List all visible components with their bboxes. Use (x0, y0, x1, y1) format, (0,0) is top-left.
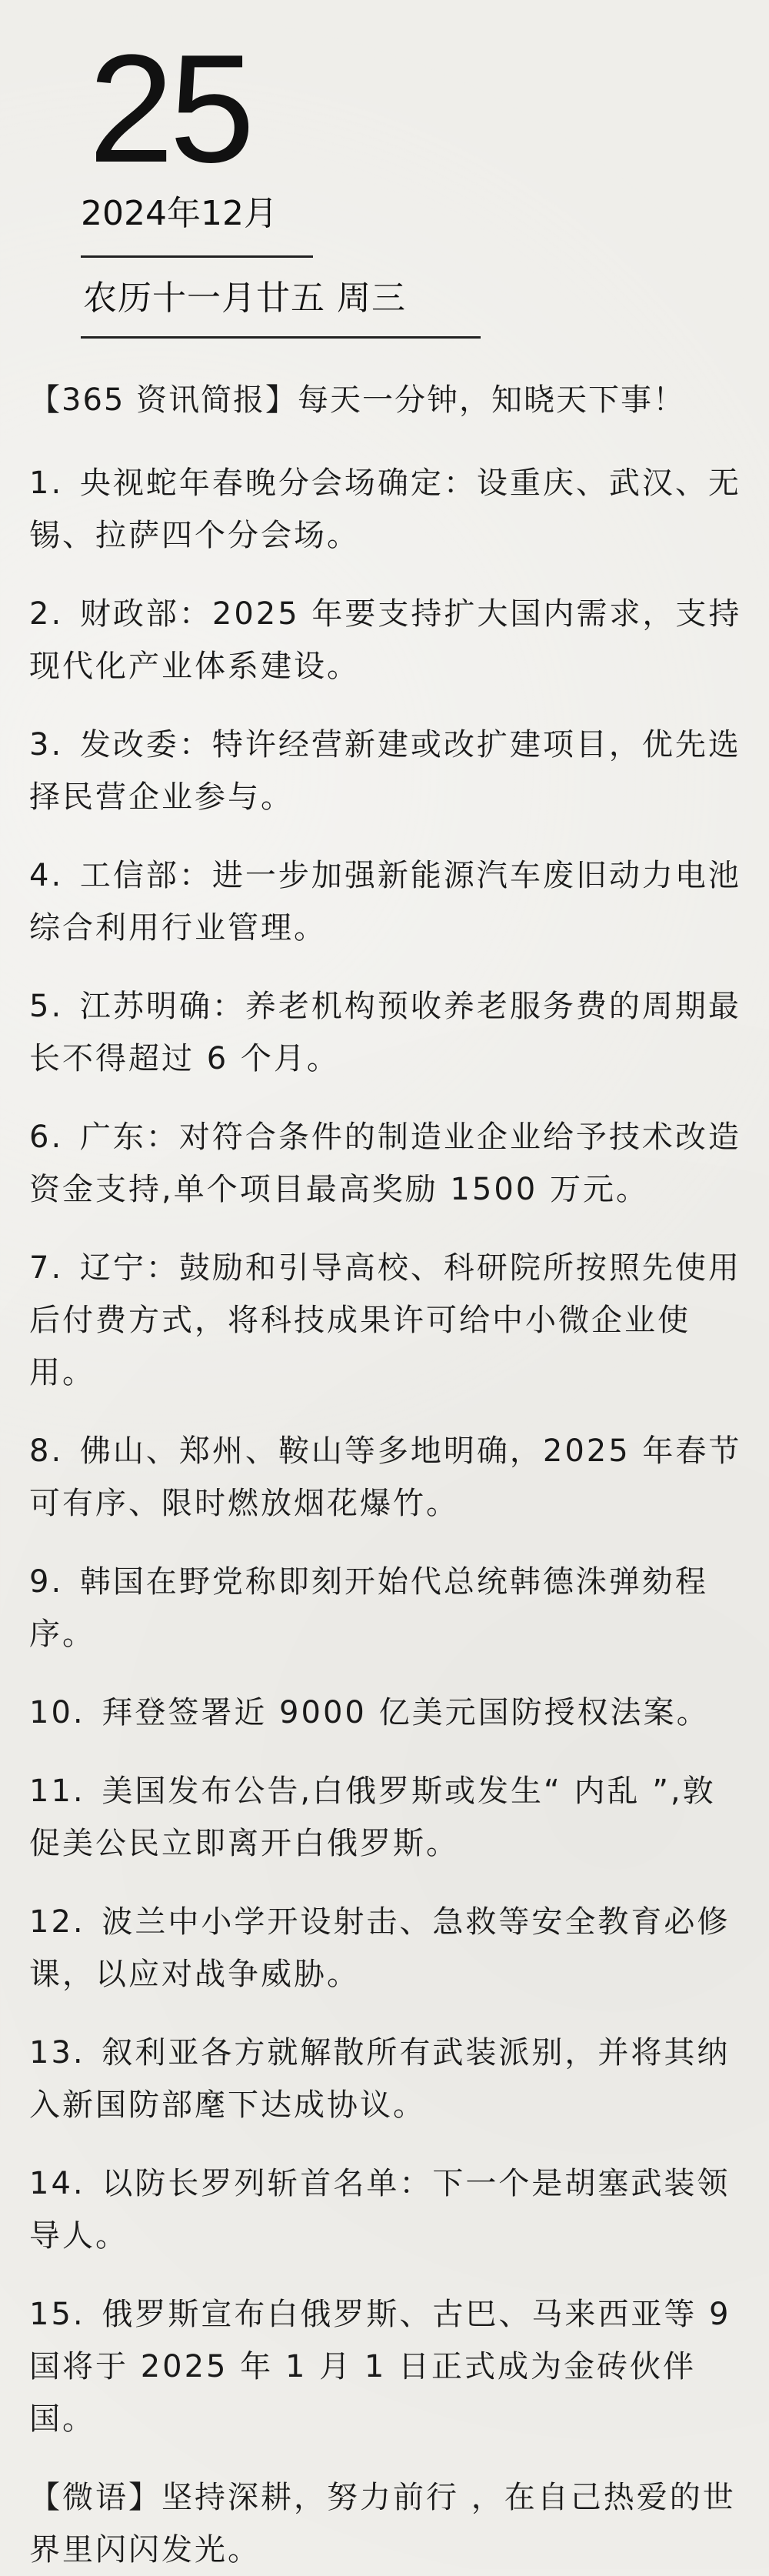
news-number: 8. (29, 1433, 64, 1469)
news-text: 央视蛇年春晚分会场确定：设重庆、武汉、无锡、拉萨四个分会场。 (29, 465, 741, 553)
month-label: 2024年12月 (81, 194, 278, 233)
news-text: 发改委：特许经营新建或改扩建项目，优先选择民营企业参与。 (29, 727, 741, 815)
news-number: 1. (29, 465, 64, 501)
news-number: 2. (29, 596, 64, 632)
news-item-13 (29, 2027, 744, 2131)
brief-intro: 【365 资讯简报】每天一分钟，知晓天下事！ (29, 382, 686, 418)
news-text: 佛山、郑州、鞍山等多地明确，2025 年春节可有序、限时燃放烟花爆竹。 (29, 1433, 742, 1521)
news-item-7 (29, 1242, 744, 1399)
news-text: 韩国在野党称即刻开始代总统韩德洙弹劾程序。 (29, 1564, 708, 1652)
lunar-underline (81, 336, 481, 339)
news-item-2 (29, 588, 744, 692)
date-header (0, 0, 769, 354)
news-number: 7. (29, 1250, 64, 1286)
news-item-12 (29, 1896, 744, 2000)
news-item-10 (29, 1687, 744, 1739)
news-text: 叙利亚各方就解散所有武装派别，并将其纳入新国防部麾下达成协议。 (29, 2035, 731, 2123)
news-number: 6. (29, 1119, 64, 1155)
lunar-date-label: 农历十一月廿五 周三 (83, 279, 406, 318)
news-item-1 (29, 457, 744, 562)
news-number: 12. (29, 1904, 85, 1940)
news-text: 美国发布公告,白俄罗斯或发生“ 内乱 ”,敦促美公民立即离开白俄罗斯。 (29, 1774, 716, 1861)
news-number: 11. (29, 1774, 85, 1809)
news-item-3 (29, 719, 744, 823)
news-number: 5. (29, 989, 64, 1024)
news-item-5 (29, 980, 744, 1085)
news-item-4 (29, 849, 744, 954)
news-text: 俄罗斯宣布白俄罗斯、古巴、马来西亚等 9 国将于 2025 年 1 月 1 日正式成为金砖伙伴国。 (29, 2297, 731, 2437)
month-underline (81, 255, 313, 258)
news-text: 以防长罗列斩首名单：下一个是胡塞武装领导人。 (29, 2166, 731, 2254)
motto-text: 【微语】坚持深耕，努力前行 ，在自己热爱的世界里闪闪发光。 (29, 2480, 736, 2568)
news-text: 波兰中小学开设射击、急救等安全教育必修课，以应对战争威胁。 (29, 1904, 731, 1992)
news-text: 拜登签署近 9000 亿美元国防授权法案。 (102, 1695, 710, 1730)
news-number: 15. (29, 2297, 85, 2332)
news-item-14 (29, 2157, 744, 2262)
news-number: 4. (29, 858, 64, 893)
day-number: 25 (88, 23, 251, 195)
news-text: 江苏明确：养老机构预收养老服务费的周期最长不得超过 6 个月。 (29, 989, 741, 1076)
news-item-11 (29, 1765, 744, 1870)
news-text: 财政部：2025 年要支持扩大国内需求，支持现代化产业体系建设。 (29, 596, 742, 684)
news-number: 9. (29, 1564, 64, 1600)
news-number: 3. (29, 727, 64, 762)
news-item-9 (29, 1556, 744, 1660)
news-number: 13. (29, 2035, 85, 2070)
news-content (29, 375, 744, 2576)
news-item-15 (29, 2288, 744, 2445)
news-number: 14. (29, 2166, 85, 2201)
news-text: 广东：对符合条件的制造业企业给予技术改造资金支持,单个项目最高奖励 1500 万元。 (29, 1119, 741, 1207)
news-text: 辽宁：鼓励和引导高校、科研院所按照先使用后付费方式，将科技成果许可给中小微企业使用。 (29, 1250, 741, 1390)
news-number: 10. (29, 1695, 85, 1730)
news-item-6 (29, 1111, 744, 1216)
news-item-8 (29, 1425, 744, 1530)
news-text: 工信部：进一步加强新能源汽车废旧动力电池综合利用行业管理。 (29, 858, 741, 946)
